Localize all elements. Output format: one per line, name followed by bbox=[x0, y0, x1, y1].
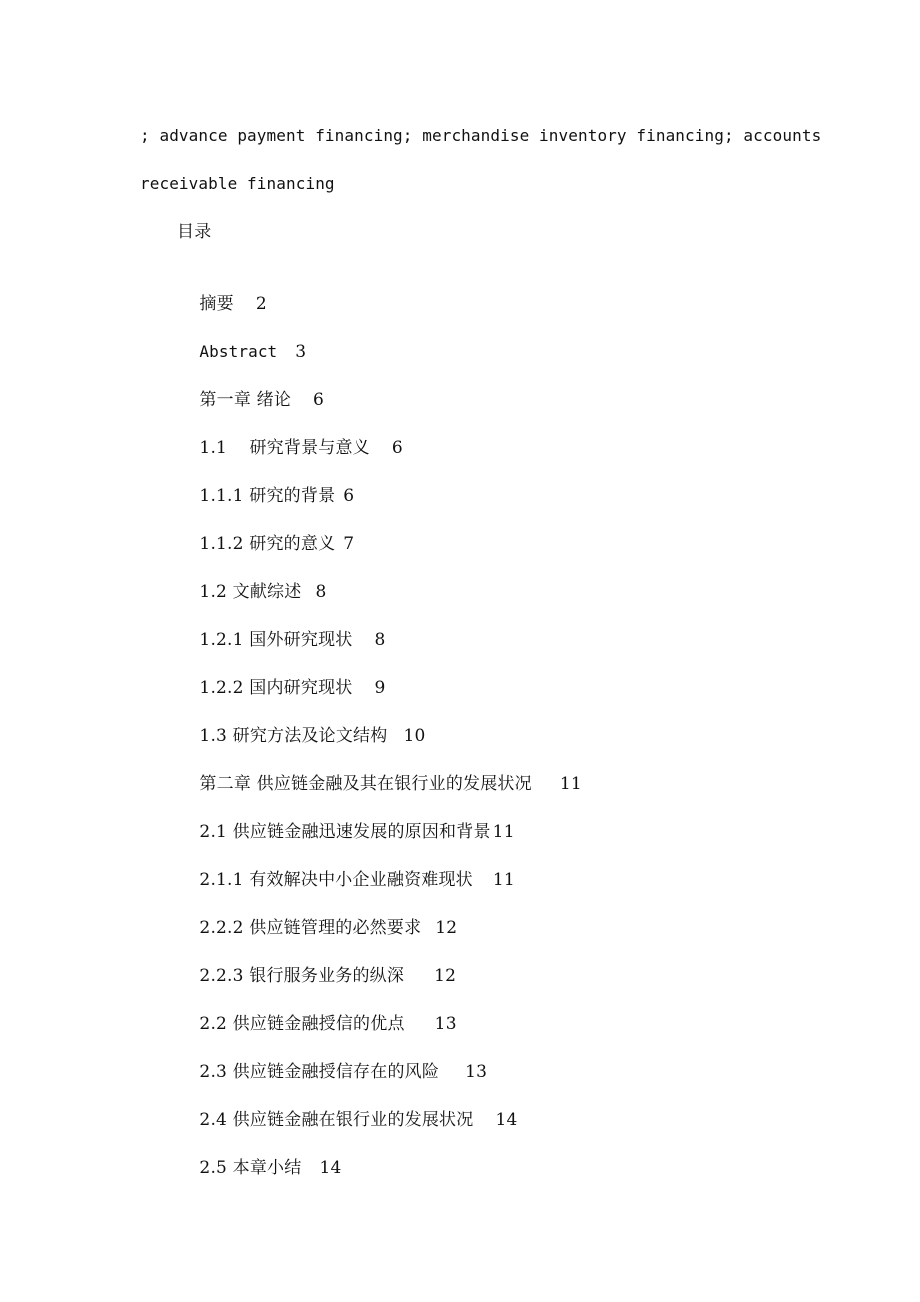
toc-entry-title: 第二章 供应链金融及其在银行业的发展状况 bbox=[199, 774, 532, 794]
toc-entry-page: 11 bbox=[559, 774, 582, 794]
toc-entry-page: 6 bbox=[343, 486, 355, 506]
toc-entry-title: 2.3 供应链金融授信存在的风险 bbox=[199, 1062, 440, 1082]
toc-entry-page: 3 bbox=[295, 342, 307, 362]
toc-entry-page: 9 bbox=[374, 678, 386, 698]
toc-entry-title: 1.3 研究方法及论文结构 bbox=[199, 726, 388, 746]
toc-entry-page: 12 bbox=[435, 918, 458, 938]
toc-entry-title: 摘要 bbox=[199, 294, 234, 314]
toc-entry-title: 1.1.2 研究的意义 bbox=[199, 534, 336, 554]
toc-entry-title: 2.2.2 供应链管理的必然要求 bbox=[199, 918, 422, 938]
toc-entry-page: 2 bbox=[255, 294, 267, 314]
toc-entry-page: 11 bbox=[492, 870, 515, 890]
toc-entry-title: 1.1 研究背景与意义 bbox=[199, 438, 370, 458]
toc-entry-title: 2.1 供应链金融迅速发展的原因和背景 bbox=[199, 822, 491, 842]
toc-entry-title: 2.4 供应链金融在银行业的发展状况 bbox=[199, 1110, 474, 1130]
toc-entry-page: 14 bbox=[495, 1110, 518, 1130]
toc-entry-page: 7 bbox=[343, 534, 355, 554]
toc-entry-title: 1.2 文献综述 bbox=[199, 582, 302, 602]
toc-entry-title: 1.2.2 国内研究现状 bbox=[199, 678, 353, 698]
toc-entry-page: 6 bbox=[391, 438, 403, 458]
toc-entry-title: 1.1.1 研究的背景 bbox=[199, 486, 336, 506]
toc-entry-title: 2.5 本章小结 bbox=[199, 1158, 302, 1178]
toc-entry-title: 2.2 供应链金融授信的优点 bbox=[199, 1014, 405, 1034]
toc-entry-title: 2.1.1 有效解决中小企业融资难现状 bbox=[199, 870, 473, 890]
toc-entry-page: 11 bbox=[492, 822, 515, 842]
toc-entry-title: Abstract bbox=[199, 342, 278, 361]
toc-entry-page: 14 bbox=[319, 1158, 342, 1178]
keywords-line-1: ; advance payment financing; merchandise inventory financing; accounts bbox=[140, 126, 822, 145]
toc-entry-page: 6 bbox=[313, 390, 325, 410]
toc-entry-page: 13 bbox=[465, 1062, 488, 1082]
toc-entry-title: 1.2.1 国外研究现状 bbox=[199, 630, 353, 650]
toc-heading: 目录 bbox=[177, 222, 212, 242]
toc-entry-page: 13 bbox=[434, 1014, 457, 1034]
toc-entry-page: 8 bbox=[374, 630, 386, 650]
toc-entry-title: 2.2.3 银行服务业务的纵深 bbox=[199, 966, 405, 986]
toc-entry-title: 第一章 绪论 bbox=[199, 390, 292, 410]
toc-entry-page: 8 bbox=[315, 582, 327, 602]
toc-entry-page: 12 bbox=[434, 966, 457, 986]
keywords-line-2: receivable financing bbox=[140, 174, 335, 193]
toc-entry-page: 10 bbox=[403, 726, 426, 746]
toc-entry[interactable] bbox=[177, 1132, 342, 1204]
